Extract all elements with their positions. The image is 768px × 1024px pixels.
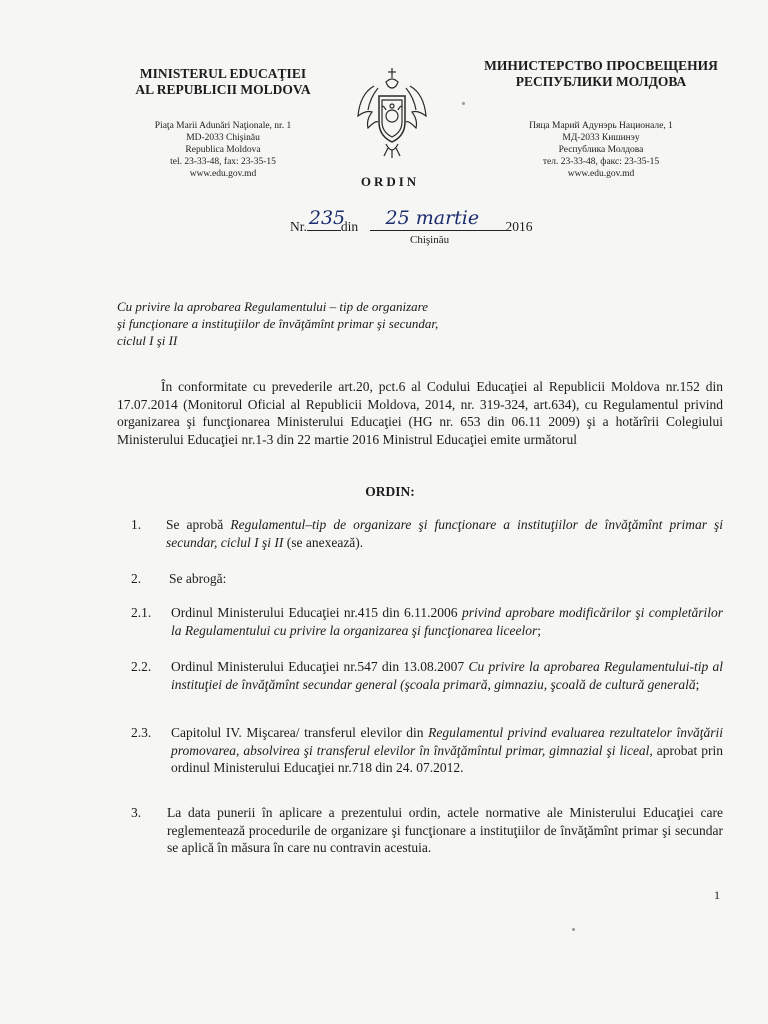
document-page: MINISTERUL EDUCAŢIEI AL REPUBLICII MOLDOVA Piaţa Marii Adunări Naţionale, nr. 1 MD-2033 Chişinău Republica Moldova tel. 23-33-48, fax: 23-35-15 www.edu.gov.md МИНИСТЕРСТВО ПРОСВЕЩЕНИЯ РЕСПУБЛИКИ МОЛДОВА Пяца Марий Адунэрь Национале, 1 МД-2033 Кишинэу Республика Молдова тел. 23-33-48, факс: 23-35-15 www.edu.gov.md ORDIN Nr. 235 din 25 martie 2016 Chişinău Cu privire la aprobarea Regulamentului – tip de organizare şi funcţionare a instituţiilor de învăţămînt primar şi secundar, ciclul I şi II În conformitate cu prevederile art.20, pct.6 al Codului Educaţiei al Republicii Moldova nr.152 din 17.07.2014 (Monitorul Oficial al Republicii Moldova, 2014, nr. 319-324, art.634), cu Regulamentul privind organizarea şi funcţionarea Ministerului Educaţiei (HG nr. 653 din 06.11 2009) şi a hotărîrii Colegiului Ministerului Educaţiei nr.1-3 din 22 martie 2016 Ministrul Educaţiei emite următorul ORDIN: 1. Se aprobă Regulamentul–tip de organizare şi funcţionare a instituţiilor de învăţămînt primar şi secundar, ciclul I şi II (se anexează). 2. Se abrogă: 2.1. Ordinul Ministerului Educaţiei nr.415 din 6.11.2006 privind aprobare modificărilor şi completărilor la Regulamentului cu privire la organizarea şi funcţionarea liceelor; 2.2. Ordinul Ministerului Educaţiei nr.547 din 13.08.2007 Cu privire la aprobarea Regulamentului-tip al instituţiei de învăţămînt secundar general (şcoala primară, gimnaziu, şcoală de cultură generală; 2.3. Capitolul IV. Mişcarea/ transferul elevilor din Regulamentul privind evaluarea rezultatelor învăţării promovarea, absolvirea şi transferul elevilor în învăţămîntul primar, gimnazial şi liceal, aprobat prin ordinul Ministerului Educaţiei nr.718 din 24. 07.2012. 3. La data punerii în aplicare a prezentului ordin, actele normative ale Ministerului Educaţiei care reglementează procedurile de organizare şi funcţionare a instituţiilor de învăţămînt primar şi secundar se aplică în măsura în care nu contravin acestuia. 1 (0, 0, 768, 1024)
city: Chişinău (410, 234, 450, 246)
header-left (118, 66, 328, 180)
nr-label: Nr. (290, 219, 307, 234)
header-right (462, 58, 740, 180)
address-line: www.edu.gov.md (189, 169, 257, 179)
page-number: 1 (714, 888, 720, 902)
order-number-line (290, 207, 533, 235)
address-ru (462, 120, 740, 180)
coat-of-arms-emblem (352, 64, 432, 162)
handwritten-number: 235 (308, 207, 346, 229)
intro-paragraph: În conformitate cu prevederile art.20, pct.6 al Codului Educaţiei al Republicii Moldova nr.152 din 17.07.2014 (Monitorul Oficial al Republicii Moldova, 2014, nr. 319-324, art.634), cu Regulamentul privind organizarea şi funcţionarea Ministerului Educaţiei (HG nr. 653 din 06.11 2009) şi a hotărîrii Colegiului Ministerului Educaţiei nr.1-3 din 22 martie 2016 Ministrul Educaţiei emite următorul (117, 379, 723, 447)
address-line: Republica Moldova (185, 145, 261, 155)
subject-block (117, 298, 537, 349)
subject-line: şi funcţionare a instituţiilor de învăţămînt primar şi secundar, (117, 316, 439, 331)
address-ro (118, 120, 328, 180)
address-line: Пяца Марий Адунэрь Национале, 1 (529, 121, 673, 131)
year: 2016 (505, 219, 533, 234)
scan-speck (462, 102, 465, 105)
address-line: MD-2033 Chişinău (186, 133, 260, 143)
nr-blank (307, 207, 346, 231)
date-blank (370, 207, 506, 231)
din-label: din (340, 219, 359, 234)
address-line: МД-2033 Кишинэу (562, 133, 640, 143)
handwritten-date: 25 martie (385, 207, 480, 229)
subject-line: Cu privire la aprobarea Regulamentului – tip de organizare (117, 299, 429, 314)
address-line: Piaţa Marii Adunări Naţionale, nr. 1 (154, 121, 292, 131)
address-line: тел. 23-33-48, факс: 23-35-15 (542, 157, 660, 167)
address-line: Республика Молдова (558, 145, 644, 155)
ordin-heading: ORDIN: (365, 484, 415, 499)
address-line: www.edu.gov.md (567, 169, 635, 179)
address-line: tel. 23-33-48, fax: 23-35-15 (170, 157, 276, 167)
ministry-name-ro: MINISTERUL EDUCAŢIEI AL REPUBLICII MOLDOVA (135, 66, 311, 97)
scan-speck (572, 928, 575, 931)
ministry-name-ru: МИНИСТЕРСТВО ПРОСВЕЩЕНИЯ РЕСПУБЛИКИ МОЛДОВА (484, 58, 718, 89)
subject-line: ciclul I şi II (117, 333, 178, 348)
document-title: ORDIN (360, 174, 420, 189)
